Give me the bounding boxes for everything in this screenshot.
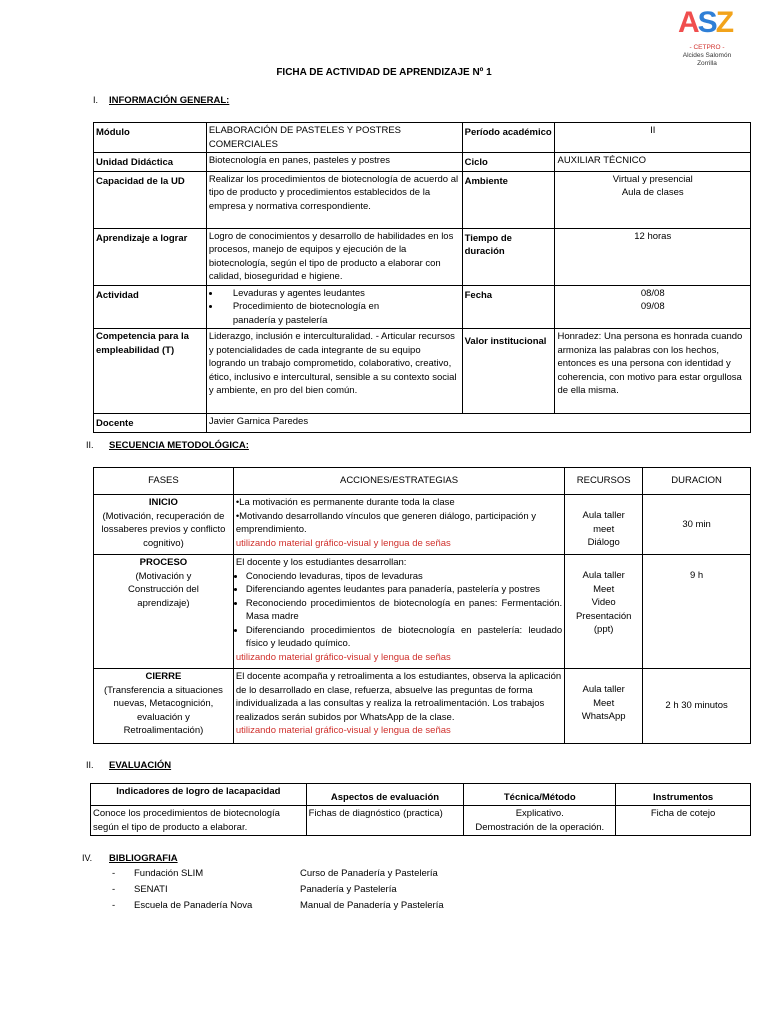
proceso-resource-5: (ppt) bbox=[593, 624, 614, 635]
phase-proceso bbox=[94, 555, 234, 669]
ciclo-label: Ciclo bbox=[462, 153, 555, 172]
cierre-red-note: utilizando material gráfico-visual y lengua de señas bbox=[235, 725, 451, 736]
logo-sub3: Zorrilla bbox=[697, 60, 717, 67]
proceso-action-4: • Diferenciando procedimientos de biotecnología en pastelería: leudado físico y leudado químico. bbox=[246, 624, 562, 651]
ambiente-value-2: Aula de clases bbox=[621, 187, 684, 198]
bib-item bbox=[112, 868, 472, 882]
cierre-resource-3: WhatsApp bbox=[581, 711, 626, 722]
capacidad-label: Capacidad de la UD bbox=[94, 171, 207, 228]
proceso-action-2: • Diferenciando agentes leudantes para panadería, pastelería y postres bbox=[246, 583, 562, 597]
ambiente-value-1: Virtual y presencial bbox=[612, 173, 693, 185]
eval-tecnica bbox=[464, 806, 616, 836]
logo-sub1: - CETPRO - bbox=[689, 44, 725, 51]
methodology-table bbox=[93, 467, 751, 744]
phase-cierre-desc: (Transferencia a situaciones nuevas, Metacognición, evaluación y Retroalimentación) bbox=[103, 684, 223, 736]
bib-book: Curso de Panadería y Pastelería bbox=[300, 868, 438, 879]
general-info-table bbox=[93, 122, 751, 433]
section4-title: BIBLIOGRAFIA bbox=[109, 853, 178, 864]
proceso-resource-1: Aula taller bbox=[582, 570, 625, 581]
tiempo-label: Tiempo de duración bbox=[462, 228, 555, 285]
header-recursos: RECURSOS bbox=[565, 468, 643, 495]
ciclo-value: AUXILIAR TÉCNICO bbox=[555, 153, 751, 172]
logo-mark: ASZ bbox=[678, 6, 733, 39]
tiempo-value: 12 horas bbox=[555, 228, 751, 285]
actividad-item-1: • Levaduras y agentes leudantes bbox=[221, 287, 460, 301]
ambiente-label: Ambiente bbox=[462, 171, 555, 228]
actividad-item-2: • Procedimiento de biotecnología en panadería y pastelería bbox=[221, 300, 460, 327]
capacidad-value: Realizar los procedimientos de biotecnología de acuerdo al tipo de producto y procedimientos establecidos de la empresa y normativa correspondiente. bbox=[206, 171, 462, 228]
proceso-resource-2: Meet bbox=[593, 583, 615, 595]
header-fases: FASES bbox=[94, 468, 234, 495]
cierre-resource-2: Meet bbox=[593, 697, 615, 709]
fecha-label: Fecha bbox=[462, 285, 555, 329]
phase-inicio-title: INICIO bbox=[148, 497, 178, 508]
modulo-value: ELABORACIÓN DE PASTELES Y POSTRES COMERCIALES bbox=[206, 123, 462, 153]
bib-dash: - bbox=[112, 884, 116, 895]
actions-inicio bbox=[233, 495, 564, 555]
phase-cierre bbox=[94, 669, 234, 744]
eval-header-tecnica: Técnica/Método bbox=[464, 784, 616, 806]
proceso-resource-3: Video bbox=[591, 597, 616, 608]
section2-number: II. bbox=[86, 440, 94, 450]
eval-tecnica-1: Explicativo. bbox=[515, 808, 564, 819]
inicio-resource-1: Aula taller bbox=[582, 510, 625, 521]
section2-title: SECUENCIA METODOLÓGICA: bbox=[109, 440, 249, 451]
actividad-label: Actividad bbox=[94, 285, 207, 329]
bib-dash: - bbox=[112, 900, 116, 911]
header-duracion: DURACION bbox=[643, 468, 751, 495]
logo-sub2: Alcides Salomón bbox=[682, 52, 732, 59]
unidad-value: Biotecnología en panes, pasteles y postres bbox=[206, 153, 462, 172]
logo bbox=[672, 6, 742, 70]
section1-number: I. bbox=[93, 95, 99, 105]
proceso-action-1: • Conociendo levaduras, tipos de levaduras bbox=[246, 570, 562, 584]
eval-indicador: Conoce los procedimientos de biotecnología según el tipo de producto a elaborar. bbox=[91, 806, 307, 836]
proceso-resource-4: Presentación bbox=[575, 610, 632, 622]
competencia-value: Liderazgo, inclusión e interculturalidad. - Articular recursos y potencialidades de cada integrante de su equipo logrando un trabajo comprometido, colaborativo, creativo, ético, inclusivo e intercultural, sensible a su contexto social y ambiente, en pro del bien común. bbox=[206, 329, 462, 414]
document-title: FICHA DE ACTIVIDAD DE APRENDIZAJE Nº 1 bbox=[276, 67, 492, 78]
eval-header-aspectos: Aspectos de evaluación bbox=[306, 784, 464, 806]
modulo-label: Módulo bbox=[94, 123, 207, 153]
docente-value: Javier Garnica Paredes bbox=[206, 414, 750, 433]
inicio-action-1: •La motivación es permanente durante toda la clase bbox=[235, 497, 455, 508]
phase-inicio-desc: (Motivación, recuperación de lossaberes previos y conflicto cognitivo) bbox=[101, 510, 226, 549]
section4-number: IV. bbox=[82, 853, 93, 863]
inicio-resource-2: meet bbox=[593, 523, 615, 535]
phase-cierre-title: CIERRE bbox=[145, 671, 182, 682]
eval-header-indicadores: Indicadores de logro de lacapacidad bbox=[91, 784, 307, 806]
bib-item bbox=[112, 884, 472, 898]
resources-inicio bbox=[565, 495, 643, 555]
proceso-action-3: • Reconociendo procedimientos de biotecnología en panes: Fermentación. Masa madre bbox=[246, 597, 562, 624]
aprendizaje-value: Logro de conocimientos y desarrollo de habilidades en los procesos, manejo de equipos y ejecución de la biotecnología, según el tipo de producto a elaborar con calidad, bioseguridad e higiene. bbox=[206, 228, 462, 285]
phase-proceso-title: PROCESO bbox=[139, 557, 188, 568]
bib-source: Escuela de Panadería Nova bbox=[134, 900, 253, 911]
periodo-label: Período académico bbox=[462, 123, 555, 153]
inicio-resource-3: Diálogo bbox=[587, 537, 620, 548]
resources-proceso bbox=[565, 555, 643, 669]
fecha-value bbox=[555, 285, 751, 329]
periodo-value: II bbox=[555, 123, 751, 153]
section3-title: EVALUACIÓN bbox=[109, 760, 172, 771]
bib-item bbox=[112, 900, 472, 914]
bib-book: Manual de Panadería y Pastelería bbox=[300, 900, 444, 911]
cierre-resource-1: Aula taller bbox=[582, 684, 625, 695]
duration-inicio: 30 min bbox=[643, 495, 751, 555]
docente-label: Docente bbox=[94, 414, 207, 433]
aprendizaje-label: Aprendizaje a lograr bbox=[94, 228, 207, 285]
eval-header-instrumentos: Instrumentos bbox=[616, 784, 751, 806]
competencia-label: Competencia para la empleabilidad (T) bbox=[94, 329, 207, 414]
fecha-value-2: 09/08 bbox=[640, 301, 665, 312]
valor-label: Valor institucional bbox=[462, 329, 555, 414]
unidad-label: Unidad Didáctica bbox=[94, 153, 207, 172]
header-acciones: ACCIONES/ESTRATEGIAS bbox=[233, 468, 564, 495]
bib-book: Panadería y Pastelería bbox=[300, 884, 397, 895]
phase-proceso-desc: (Motivación y Construcción del aprendizaje) bbox=[128, 570, 199, 609]
fecha-value-1: 08/08 bbox=[640, 287, 665, 299]
bib-source: SENATI bbox=[134, 884, 168, 895]
eval-instrumento: Ficha de cotejo bbox=[616, 806, 751, 836]
eval-aspectos: Fichas de diagnóstico (practica) bbox=[306, 806, 464, 836]
inicio-red-note: utilizando material gráfico-visual y lengua de señas bbox=[235, 537, 451, 549]
bib-dash: - bbox=[112, 868, 116, 879]
section3-number: II. bbox=[86, 760, 94, 770]
resources-cierre bbox=[565, 669, 643, 744]
inicio-action-2: •Motivando desarrollando vínculos que generen diálogo, participación y emprendimiento. bbox=[235, 510, 536, 535]
proceso-intro: El docente y los estudiantes desarrollan: bbox=[235, 557, 407, 568]
phase-inicio bbox=[94, 495, 234, 555]
ambiente-value bbox=[555, 171, 751, 228]
actividad-value bbox=[206, 285, 462, 329]
proceso-red-note: utilizando material gráfico-visual y lengua de señas bbox=[235, 651, 451, 663]
cierre-text: El docente acompaña y retroalimenta a los estudiantes, observa la aplicación de lo desarrollado en clase, refuerza, absuelve las preguntas de forma individualizada a las consultas y realiza la retroalimentación. Los trabajos realizados serán subidos por WhatsApp de la clase. bbox=[235, 671, 562, 723]
evaluation-table bbox=[90, 783, 751, 836]
duration-proceso: 9 h bbox=[643, 555, 751, 669]
actions-proceso bbox=[233, 555, 564, 669]
bib-source: Fundación SLIM bbox=[134, 868, 204, 879]
actions-cierre bbox=[233, 669, 564, 744]
duration-cierre: 2 h 30 minutos bbox=[643, 669, 751, 744]
section1-title: INFORMACIÓN GENERAL: bbox=[109, 95, 230, 106]
valor-value: Honradez: Una persona es honrada cuando armoniza las palabras con los hechos, entonces es una persona con identidad y coherencia, con motivo para estar orgullosa de ella misma. bbox=[555, 329, 751, 414]
eval-tecnica-2: Demostración de la operación. bbox=[475, 821, 605, 833]
